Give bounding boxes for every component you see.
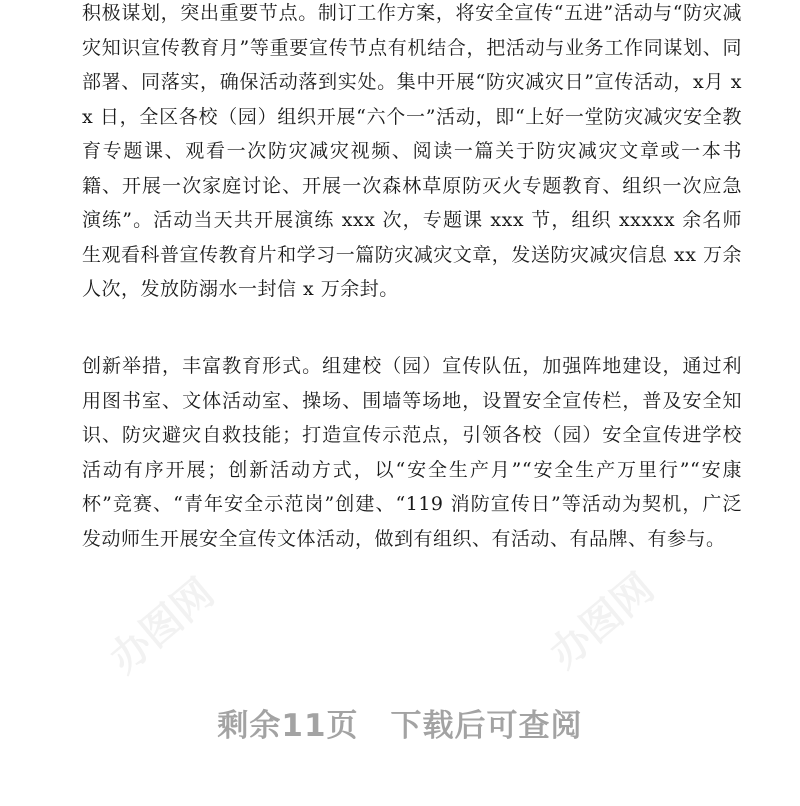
body-paragraph-disaster-prevention: 积极谋划，突出重要节点。制订工作方案，将安全宣传“五进”活动与“防灾减灾知识宣传教育月”等重要宣传节点有机结合，把活动与业务工作同谋划、同部署、同落实，确保活动落到实处。集中开展“防灾减灾日”宣传活动，x月 xx 日，全区各校（园）组织开展“六个一”活动，即“上好一堂防灾减灾安全教育专题课、观看一次防灾减灾视频、阅读一篇关于防灾减灾文章或一本书籍、开展一次家庭讨论、开展一次森林草原防灭火专题教育、组织一次应急演练”。活动当天共开展演练 xxx 次，专题课 xxx 节，组织 xxxxx 余名师生观看科普宣传教育片和学习一篇防灾减灾文章，发送防灾减灾信息 xx 万余人次，发放防溺水一封信 x 万余封。 — [82, 2, 742, 300]
watermark-right: 办图网 — [541, 564, 663, 678]
remaining-pages-notice: 剩余11页 下载后可查阅 — [217, 708, 583, 744]
watermark-left: 办图网 — [101, 569, 223, 683]
body-paragraph-innovation: 创新举措，丰富教育形式。组建校（园）宣传队伍，加强阵地建设，通过利用图书室、文体活动室、操场、围墙等场地，设置安全宣传栏，普及安全知识、防灾避灾自救技能；打造宣传示范点，引领各校（园）安全宣传进学校活动有序开展；创新活动方式，以“安全生产月”“安全生产万里行”“安康杯”竞赛、“青年安全示范岗”创建、“119 消防宣传日”等活动为契机，广泛发动师生开展安全宣传文体活动，做到有组织、有活动、有品牌、有参与。 — [82, 355, 742, 550]
